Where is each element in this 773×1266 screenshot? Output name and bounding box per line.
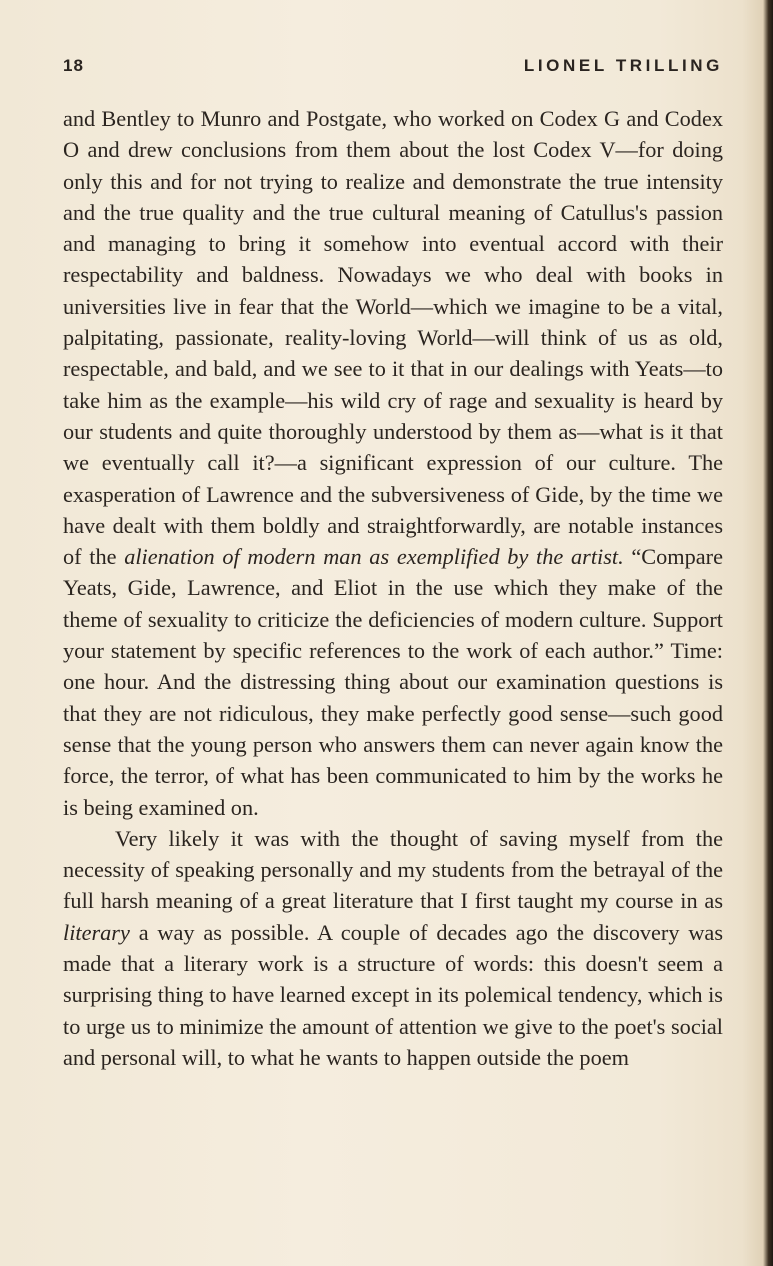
page-header — [63, 56, 723, 84]
paragraph-2 — [63, 823, 723, 1073]
paragraph-1 — [63, 103, 723, 823]
running-head: LIONEL TRILLING — [523, 56, 723, 75]
body-text — [63, 103, 723, 1073]
paragraph-2-italic: literary — [63, 919, 130, 945]
page-number: 18 — [63, 56, 84, 75]
paragraph-1-text-continued: “Compare Yeats, Gide, Lawrence, and Eliot in the use which they make of the theme of sexuality to criticize the deficiencies of modern culture. Support your statement by specific references to the work of each author.” Time: one hour. And the distressing thing about our examination questions is that they are not ridiculous, they make perfectly good sense—such good sense that the young person who answers them can never again know the force, the terror, of what has been communicated to him by the works he is being examined on. — [63, 544, 723, 820]
paragraph-2-text-continued: a way as possible. A couple of decades ago the discovery was made that a literary work is a structure of words: this doesn't seem a surprising thing to have learned except in its polemical tendency, which is to urge us to minimize the amount of attention we give to the poet's social and personal will, to what he wants to happen outside the poem — [63, 919, 723, 1070]
paragraph-1-text: and Bentley to Munro and Postgate, who worked on Codex G and Codex O and drew conclusions from them about the lost Codex V—for doing only this and for not trying to realize and demonstrate the true intensity and the true quality and the true cultural meaning of Catullus's passion and managing to bring it somehow into eventual accord with their respectability and baldness. Nowadays we who deal with books in universities live in fear that the World—which we imagine to be a vital, palpitating, passionate, reality-loving World—will think of us as old, respectable, and bald, and we see to it that in our dealings with Yeats—to take him as the example—his wild cry of rage and sexuality is heard by our students and quite thoroughly understood by them as—what is it that we eventually call it?—a significant expression of our culture. The exasperation of Lawrence and the subversiveness of Gide, by the time we have dealt with them boldly and straightforwardly, are notable instances of the — [63, 106, 723, 570]
page-spine-shadow — [763, 0, 773, 1266]
paragraph-1-italic: alienation of modern man as exemplified by the artist. — [124, 544, 624, 570]
paragraph-2-text: Very likely it was with the thought of saving myself from the necessity of speaking personally and my students from the betrayal of the full harsh meaning of a great literature that I first taught my course in as — [63, 825, 723, 914]
